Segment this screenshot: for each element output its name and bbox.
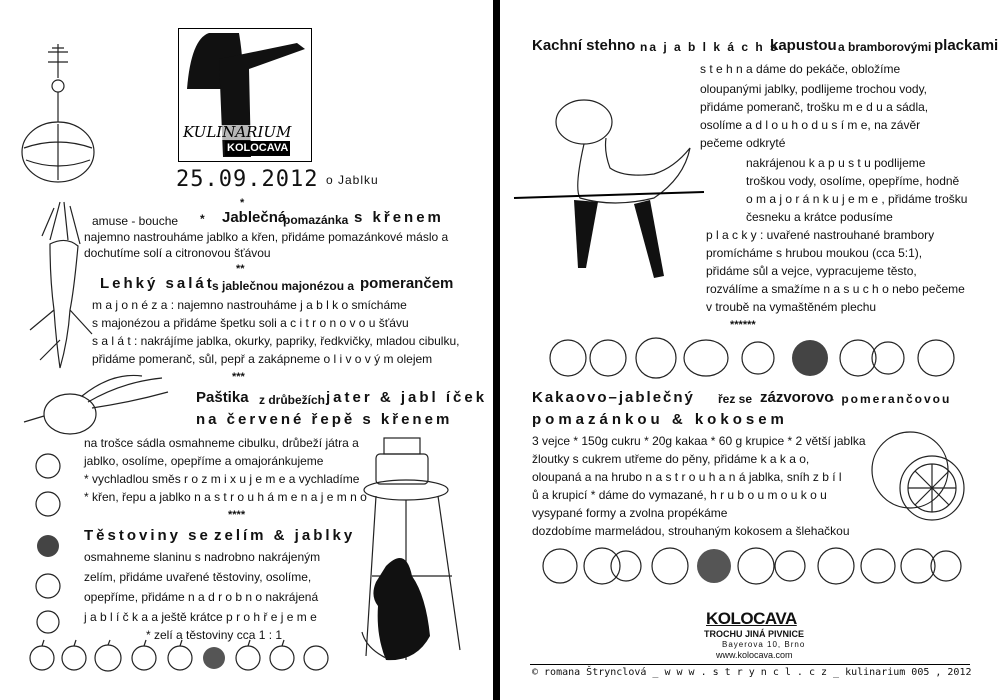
cake-line-6: dozdobíme marmeládou, strouhaným kokosem a šlehačkou	[532, 524, 850, 538]
salad-line-4: přidáme pomeranč, sůl, pepř a zakápneme o l i v o v ý m olejem	[92, 352, 433, 366]
duck-illustration	[514, 88, 704, 288]
separator-stars: **	[236, 263, 245, 275]
pastika-line-1: na trošce sádla osmahneme cibulku, drůbeží játra a	[84, 436, 359, 450]
duck-title-b: na j a b l k á c h s	[640, 40, 779, 54]
amuse-star: *	[200, 212, 205, 226]
separator-stars: ****	[228, 509, 246, 521]
pasta-line-4: j a b l í č k a a ještě krátce p r o h ř e j e m e	[84, 610, 317, 624]
pasta-title-a: Těstoviny se	[84, 527, 211, 544]
kulinarium-logo	[178, 28, 312, 162]
duck-cabbage-line-1: nakrájenou k a p u s t u podlijeme	[746, 156, 926, 170]
orange-illustration	[870, 426, 970, 526]
apples-row-right-top	[546, 334, 960, 380]
logo-main-text: KULINARIUM	[183, 123, 292, 141]
right-page	[500, 0, 1000, 700]
royal-orb-illustration	[18, 40, 98, 180]
apples-row-right-bottom	[542, 540, 962, 590]
footer-rule	[530, 664, 970, 665]
separator-stars: ******	[730, 319, 756, 331]
pastika-line-4: * křen, řepu a jablko n a s t r o u h á m e n a j e m n o	[84, 490, 367, 504]
cake-line-4: ů a krupicí * dáme do vymazané, h r u b o u m o u k o u	[532, 488, 827, 502]
amuse-line-2: dochutíme solí a citronovou šťávou	[84, 246, 271, 260]
duck-line-4: osolíme a d l o u h o d u s í m e, na závěr	[700, 118, 921, 132]
duck-title-e: plackami	[934, 37, 999, 54]
amuse-title-c: s křenem	[354, 209, 444, 226]
separator-stars: ***	[232, 371, 245, 383]
apples-column-left	[30, 452, 66, 632]
pasta-line-2: zelím, přidáme uvařené těstoviny, osolíme,	[84, 570, 312, 584]
salad-line-1: m a j o n é z a : najemno nastrouháme j a b l k o smícháme	[92, 298, 407, 312]
separator-stars: *	[240, 197, 245, 209]
cake-title-b: řez se	[718, 392, 753, 406]
duck-pancake-line-3: přidáme sůl a vejce, vypracujeme těsto,	[706, 264, 917, 278]
duck-pancake-line-5: v troubě na vymaštěném plechu	[706, 300, 877, 314]
stool-cat-illustration	[356, 436, 486, 666]
cake-title-d: - pomerančovou	[830, 392, 952, 406]
duck-line-5: pečeme odkryté	[700, 136, 786, 150]
duck-title-d: a bramborovými	[838, 40, 932, 54]
cake-line-5: vysypané formy a zvolna propékáme	[532, 506, 728, 520]
cake-title-a: Kakaovo–jablečný	[532, 389, 695, 406]
pastika-title-d: na červené řepě s křenem	[196, 411, 453, 428]
cake-line-1: 3 vejce * 150g cukru * 20g kakaa * 60 g krupice * 2 větší jablka	[532, 434, 866, 448]
date-subtitle: o Jablku	[326, 173, 379, 187]
amuse-line-1: najemno nastrouháme jablko a křen, přidáme pomazánkové máslo a	[84, 230, 449, 244]
duck-line-1: s t e h n a dáme do pekáče, obložíme	[700, 62, 901, 76]
salad-line-2: s majonézou a přidáme špetku soli a c i t r o n o v o u šťávu	[92, 316, 409, 330]
duck-cabbage-line-3: o m a j o r á n k u j e m e , přidáme trošku	[746, 192, 968, 206]
pasta-title-b: zelím & jablky	[214, 527, 356, 544]
beetroot-illustration	[22, 372, 172, 442]
pasta-line-3: opepříme, přidáme n a d r o b n o nakrájená	[84, 590, 319, 604]
pastika-title-a: Paštika	[196, 389, 249, 406]
duck-cabbage-line-2: troškou vody, osolíme, opepříme, hodně	[746, 174, 960, 188]
cake-line-3: oloupaná a na hrubo n a s t r o u h a n á jablka, sníh z b í l	[532, 470, 842, 484]
duck-pancake-line-2: promícháme s hrubou moukou (cca 5:1),	[706, 246, 923, 260]
amuse-title-a: Jablečná	[222, 209, 287, 226]
duck-title-c: kapustou	[770, 37, 837, 54]
brand-tagline: TROCHU JINÁ PIVNICE	[704, 629, 805, 639]
brand-name: KOLOCAVA	[706, 609, 797, 628]
page-divider	[493, 0, 500, 700]
duck-pancake-line-1: p l a c k y : uvařené nastrouhané brambory	[706, 228, 935, 242]
logo-sub-text: KOLOCAVA	[227, 142, 289, 154]
cake-line-2: žloutky s cukrem utřeme do pěny, přidáme k a k a o,	[532, 452, 810, 466]
footer-credit: © romana Štrynclová _ w w w . s t r y n c l . c z _ kulinarium 005 , 2012	[532, 667, 972, 678]
left-page	[0, 0, 493, 700]
cake-title-e: pomazánkou & kokosem	[532, 411, 788, 428]
pastika-line-3: * vychladlou směs r o z m i x u j e m e a vychladíme	[84, 472, 360, 486]
amuse-title-b: pomazánka	[283, 213, 349, 227]
duck-line-2: oloupanými jablky, podlijeme trochou vody,	[700, 82, 928, 96]
salad-title-c: pomerančem	[360, 275, 454, 292]
salad-title-a: Lehký salát	[100, 275, 215, 292]
pastika-title-b: z drůbežích	[259, 393, 326, 407]
duck-line-3: přidáme pomeranč, trošku m e d u a sádla,	[700, 100, 929, 114]
pastika-line-2: jablko, osolíme, opepříme a omajoránkujeme	[84, 454, 324, 468]
date-heading: 25.09.2012	[176, 167, 319, 192]
pasta-line-5: * zelí a těstoviny cca 1 : 1	[146, 628, 283, 642]
salad-title-b: s jablečnou majonézou a	[212, 279, 355, 293]
amuse-prefix: amuse - bouche	[92, 214, 179, 228]
duck-cabbage-line-4: česneku a krátce podusíme	[746, 210, 893, 224]
pasta-line-1: osmahneme slaninu s nadrobno nakrájeným	[84, 550, 321, 564]
salad-line-3: s a l á t : nakrájíme jablka, okurky, papriky, ředkvičky, mladou cibulku,	[92, 334, 460, 348]
duck-title-a: Kachní stehno	[532, 37, 636, 54]
brand-address: Bayerova 10, Brno	[722, 640, 806, 649]
pastika-title-c: jater & jabl íček	[326, 389, 488, 406]
horseradish-illustration	[20, 200, 95, 370]
brand-website[interactable]: www.kolocava.com	[716, 650, 793, 660]
duck-pancake-line-4: rozválíme a smažíme n a s u c h o nebo pečeme	[706, 282, 965, 296]
apples-row-left	[28, 640, 328, 676]
cake-title-c: zázvorovo	[760, 389, 834, 406]
